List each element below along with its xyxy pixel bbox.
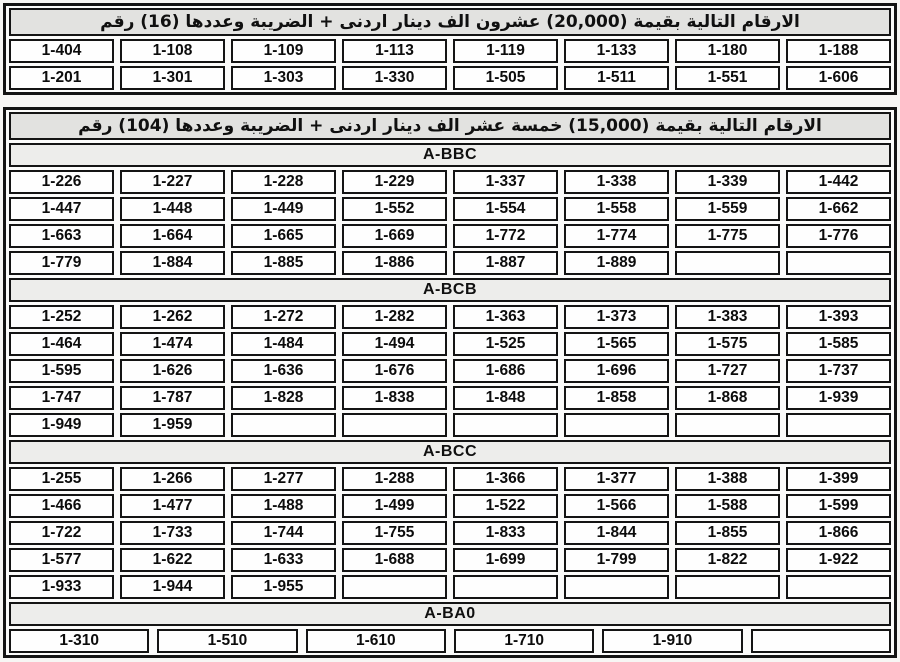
number-cell: 1-884 [120,251,225,275]
empty-cell [342,413,447,437]
empty-cell [786,575,891,599]
number-cell: 1-477 [120,494,225,518]
number-cell: 1-606 [786,66,891,90]
number-row [9,521,891,545]
number-cell: 1-710 [454,629,594,653]
table-15000-title: الارقام التالية بقيمة (15,000) خمسة عشر الف دينار اردنى + الضريبة وعددها (104) رقم [9,112,891,140]
empty-cell [453,575,558,599]
section-a-bcb [9,278,891,437]
number-row [9,359,891,383]
section-a-bcc [9,440,891,599]
empty-cell [231,413,336,437]
empty-cell [675,251,780,275]
number-row [9,386,891,410]
number-row [9,548,891,572]
number-cell: 1-885 [231,251,336,275]
number-cell: 1-844 [564,521,669,545]
number-cell: 1-575 [675,332,780,356]
number-cell: 1-889 [564,251,669,275]
number-cell: 1-228 [231,170,336,194]
number-cell: 1-622 [120,548,225,572]
number-cell: 1-922 [786,548,891,572]
number-cell: 1-337 [453,170,558,194]
empty-cell [675,575,780,599]
number-cell: 1-393 [786,305,891,329]
number-cell: 1-303 [231,66,336,90]
table-20000-title: الارقام التالية بقيمة (20,000) عشرون الف دينار اردنى + الضريبة وعددها (16) رقم [9,8,891,36]
number-cell: 1-505 [453,66,558,90]
number-row [9,467,891,491]
number-cell: 1-272 [231,305,336,329]
number-cell: 1-447 [9,197,114,221]
number-cell: 1-383 [675,305,780,329]
number-cell: 1-633 [231,548,336,572]
number-cell: 1-887 [453,251,558,275]
number-cell: 1-180 [675,39,780,63]
number-row [9,629,891,653]
number-cell: 1-828 [231,386,336,410]
number-cell: 1-944 [120,575,225,599]
number-cell: 1-522 [453,494,558,518]
number-cell: 1-799 [564,548,669,572]
number-cell: 1-588 [675,494,780,518]
number-cell: 1-774 [564,224,669,248]
empty-cell [342,575,447,599]
number-row [9,494,891,518]
number-cell: 1-959 [120,413,225,437]
number-row [9,197,891,221]
number-cell: 1-686 [453,359,558,383]
number-cell: 1-755 [342,521,447,545]
section-a-bcc-header: A-BCC [9,440,891,464]
number-cell: 1-910 [602,629,742,653]
number-cell: 1-737 [786,359,891,383]
number-cell: 1-282 [342,305,447,329]
table-15000 [3,107,897,658]
number-cell: 1-676 [342,359,447,383]
number-cell: 1-330 [342,66,447,90]
number-cell: 1-662 [786,197,891,221]
number-cell: 1-188 [786,39,891,63]
number-cell: 1-558 [564,197,669,221]
number-cell: 1-744 [231,521,336,545]
number-cell: 1-255 [9,467,114,491]
empty-cell [564,413,669,437]
empty-cell [675,413,780,437]
number-cell: 1-610 [306,629,446,653]
number-cell: 1-669 [342,224,447,248]
empty-cell [453,413,558,437]
number-cell: 1-404 [9,39,114,63]
number-cell: 1-494 [342,332,447,356]
number-cell: 1-727 [675,359,780,383]
number-cell: 1-565 [564,332,669,356]
number-cell: 1-499 [342,494,447,518]
number-cell: 1-464 [9,332,114,356]
empty-cell [786,251,891,275]
number-cell: 1-339 [675,170,780,194]
number-cell: 1-595 [9,359,114,383]
number-cell: 1-868 [675,386,780,410]
number-cell: 1-833 [453,521,558,545]
number-row [9,224,891,248]
number-cell: 1-858 [564,386,669,410]
number-cell: 1-848 [453,386,558,410]
number-cell: 1-338 [564,170,669,194]
number-row [9,39,891,63]
number-cell: 1-511 [564,66,669,90]
number-cell: 1-886 [342,251,447,275]
number-cell: 1-552 [342,197,447,221]
number-cell: 1-554 [453,197,558,221]
number-cell: 1-577 [9,548,114,572]
number-cell: 1-664 [120,224,225,248]
number-cell: 1-510 [157,629,297,653]
scanned-document [3,3,897,658]
number-cell: 1-551 [675,66,780,90]
number-cell: 1-772 [453,224,558,248]
number-cell: 1-566 [564,494,669,518]
number-cell: 1-373 [564,305,669,329]
number-row [9,413,891,437]
number-cell: 1-838 [342,386,447,410]
number-cell: 1-585 [786,332,891,356]
number-cell: 1-277 [231,467,336,491]
number-cell: 1-449 [231,197,336,221]
section-a-bcb-header: A-BCB [9,278,891,302]
number-cell: 1-226 [9,170,114,194]
number-cell: 1-310 [9,629,149,653]
number-cell: 1-722 [9,521,114,545]
number-cell: 1-113 [342,39,447,63]
number-cell: 1-288 [342,467,447,491]
number-cell: 1-262 [120,305,225,329]
number-row [9,305,891,329]
number-cell: 1-266 [120,467,225,491]
number-cell: 1-448 [120,197,225,221]
number-cell: 1-119 [453,39,558,63]
number-cell: 1-227 [120,170,225,194]
number-cell: 1-108 [120,39,225,63]
number-cell: 1-688 [342,548,447,572]
section-a-bbc-header: A-BBC [9,143,891,167]
empty-cell [786,413,891,437]
section-a-bbc [9,143,891,275]
number-cell: 1-699 [453,548,558,572]
number-cell: 1-109 [231,39,336,63]
number-cell: 1-626 [120,359,225,383]
empty-cell [751,629,891,653]
number-cell: 1-201 [9,66,114,90]
number-cell: 1-488 [231,494,336,518]
number-cell: 1-933 [9,575,114,599]
number-cell: 1-525 [453,332,558,356]
number-cell: 1-955 [231,575,336,599]
number-cell: 1-663 [9,224,114,248]
number-cell: 1-949 [9,413,114,437]
number-cell: 1-775 [675,224,780,248]
number-cell: 1-133 [564,39,669,63]
number-cell: 1-779 [9,251,114,275]
number-cell: 1-301 [120,66,225,90]
number-cell: 1-363 [453,305,558,329]
number-cell: 1-388 [675,467,780,491]
number-row [9,66,891,90]
number-cell: 1-377 [564,467,669,491]
number-cell: 1-229 [342,170,447,194]
number-cell: 1-474 [120,332,225,356]
number-row [9,332,891,356]
number-cell: 1-636 [231,359,336,383]
number-cell: 1-939 [786,386,891,410]
number-cell: 1-747 [9,386,114,410]
table-20000 [3,3,897,95]
number-cell: 1-822 [675,548,780,572]
number-row [9,251,891,275]
number-cell: 1-599 [786,494,891,518]
number-cell: 1-855 [675,521,780,545]
empty-cell [564,575,669,599]
number-cell: 1-696 [564,359,669,383]
number-cell: 1-399 [786,467,891,491]
section-a-ba0-header: A-BA0 [9,602,891,626]
number-cell: 1-787 [120,386,225,410]
number-row [9,170,891,194]
number-row [9,575,891,599]
number-cell: 1-733 [120,521,225,545]
number-cell: 1-559 [675,197,780,221]
number-cell: 1-776 [786,224,891,248]
number-cell: 1-866 [786,521,891,545]
section-a-ba0 [9,602,891,653]
number-cell: 1-484 [231,332,336,356]
number-cell: 1-366 [453,467,558,491]
number-cell: 1-442 [786,170,891,194]
number-cell: 1-665 [231,224,336,248]
number-cell: 1-252 [9,305,114,329]
number-cell: 1-466 [9,494,114,518]
